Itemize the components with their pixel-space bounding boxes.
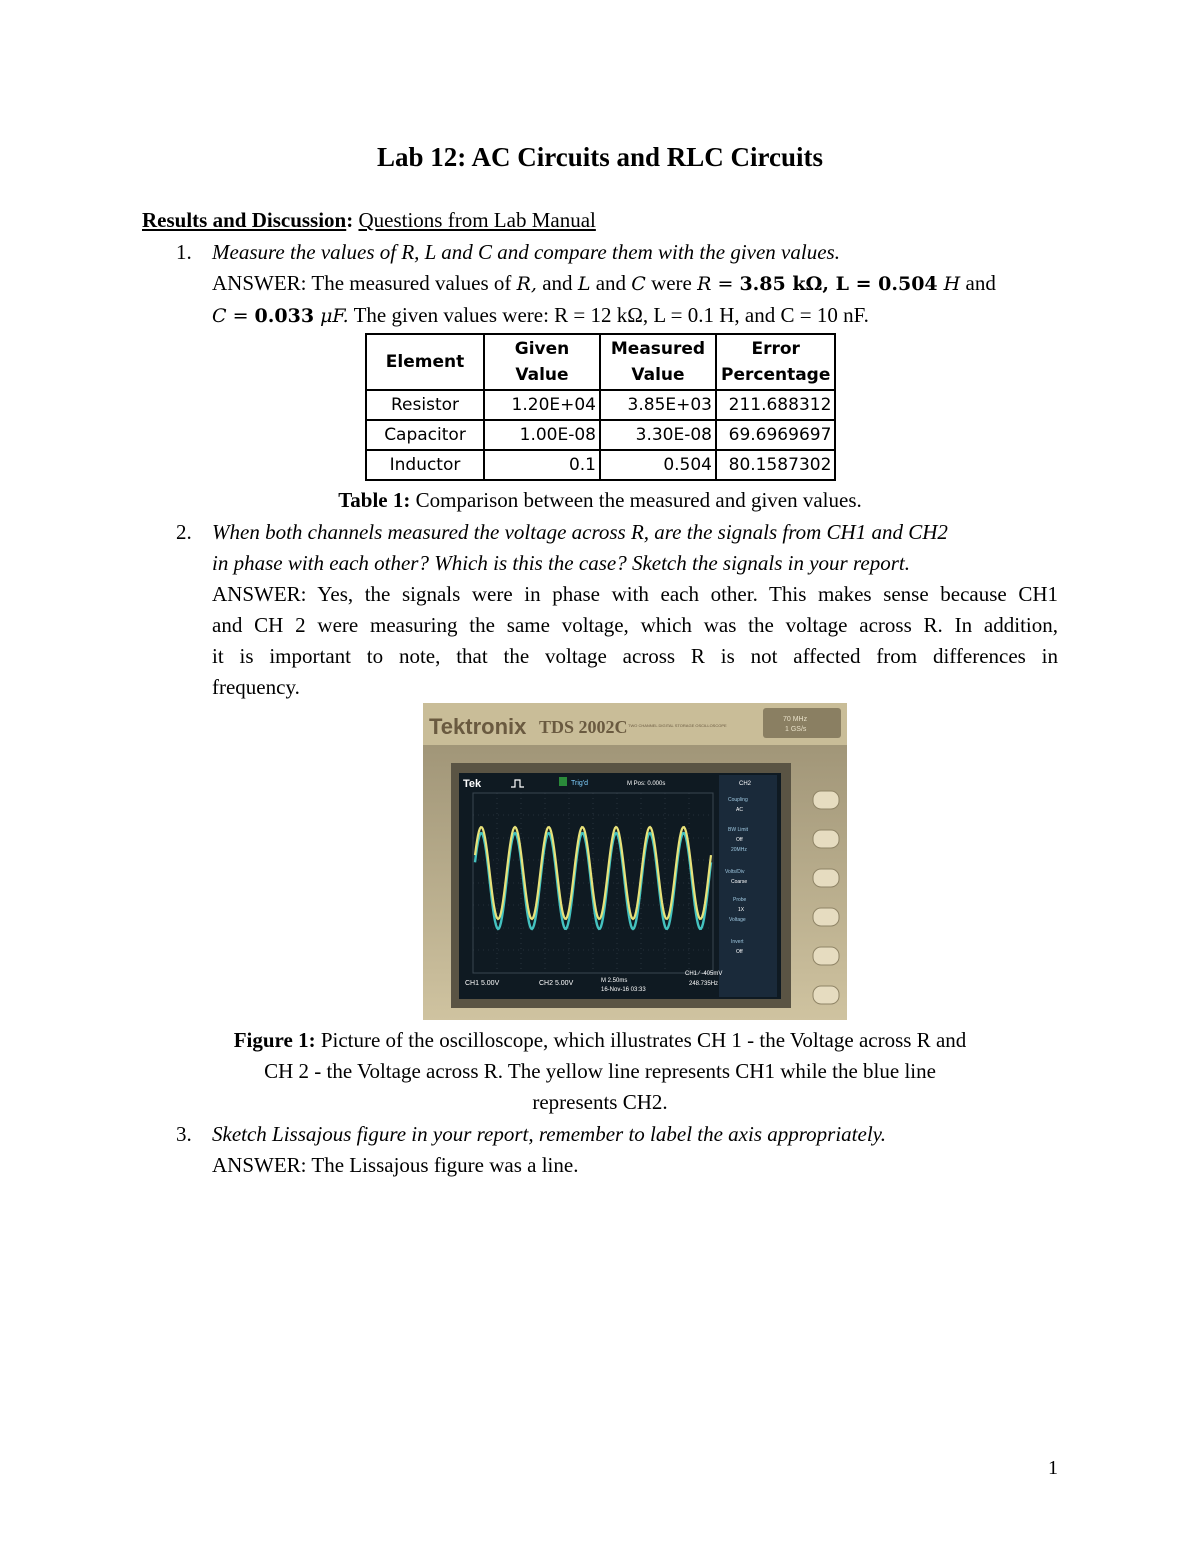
scope-spec-bandwidth: 70 MHz (783, 716, 808, 723)
section-subtitle: Questions from Lab Manual (358, 208, 596, 232)
menu-item: Voltage (729, 917, 746, 923)
q1-c-equation: C = (212, 305, 255, 327)
scope-ch2-scale: CH2 5.00V (539, 980, 574, 987)
table-cell: 0.1 (484, 450, 600, 480)
figure-caption-line1 (0, 1028, 1200, 1053)
table-cell: 0.504 (600, 450, 716, 480)
q1-h-unit: H (937, 273, 961, 295)
q1-c-unit: μF. (314, 305, 349, 327)
scope-frequency: 248.735Hz (689, 981, 719, 987)
scope-side-menu (719, 775, 777, 997)
table-cell: 3.85E+03 (600, 390, 716, 420)
table-cell: 1.00E-08 (484, 420, 600, 450)
table-cell: Capacitor (366, 420, 484, 450)
scope-spec-badge (763, 708, 841, 738)
q3-question: Sketch Lissajous figure in your report, remember to label the axis appropriately. (212, 1122, 887, 1146)
scope-mpos: M Pos: 0.000s (627, 781, 666, 787)
menu-item: Invert (731, 939, 744, 945)
header-text: Value (515, 365, 569, 385)
menu-item: Off (736, 949, 743, 955)
q2-question-line2: in phase with each other? Which is this the case? Sketch the signals in your report. (212, 551, 910, 575)
menu-ch-label: CH2 (739, 781, 752, 787)
menu-item: Volts/Div (725, 869, 745, 875)
page-number: 1 (1048, 1457, 1058, 1479)
document-title: Lab 12: AC Circuits and RLC Circuits (376, 142, 824, 172)
comparison-table (365, 333, 836, 481)
header-text: Given (514, 339, 570, 359)
menu-item: Off (736, 837, 743, 843)
scope-spec-rate: 1 GS/s (785, 726, 807, 733)
q1-number: 1. (176, 240, 192, 264)
scope-trig-status: Trig'd (571, 780, 589, 787)
table-cell: Inductor (366, 450, 484, 480)
figure-caption-label: Figure 1: (233, 1028, 316, 1052)
section-heading (142, 208, 596, 233)
table-row (366, 390, 835, 420)
menu-button-5 (813, 947, 839, 965)
header-text: Element (385, 352, 465, 372)
oscilloscope-photo (423, 703, 847, 1020)
table-cell: 1.20E+04 (484, 390, 600, 420)
scope-model: TDS 2002C (539, 717, 628, 737)
scope-ch1-scale: CH1 5.00V (465, 980, 500, 987)
table-header-given (484, 334, 600, 390)
menu-item: 20MHz (731, 847, 747, 853)
q1-l-symbol: L (577, 273, 591, 295)
scope-timebase: M 2.50ms (601, 978, 628, 984)
menu-button-1 (813, 791, 839, 809)
menu-item: Probe (733, 897, 747, 903)
header-text: Measured (610, 339, 706, 359)
table-row (366, 450, 835, 480)
header-text: Value (631, 365, 685, 385)
menu-button-3 (813, 869, 839, 887)
table-cell: 69.6969697 (716, 420, 835, 450)
scope-model-sub: TWO CHANNEL DIGITAL STORAGE OSCILLOSCOPE (628, 723, 727, 728)
scope-trigger-level: CH1 ⁄ -405mV (685, 971, 723, 977)
menu-item: 1X (738, 907, 745, 913)
table-header-element (366, 334, 484, 390)
q2-answer-line4: frequency. (212, 675, 300, 699)
table-cell: 3.30E-08 (600, 420, 716, 450)
q1-c-value: 0.033 (254, 305, 315, 327)
table-cell: 80.1587302 (716, 450, 835, 480)
table-cell: 211.688312 (716, 390, 835, 420)
table-header-measured (600, 334, 716, 390)
q3-number: 3. (176, 1122, 192, 1146)
q1-answer-line1 (212, 271, 996, 296)
menu-item: Coupling (728, 797, 748, 803)
figure-caption-line3: represents CH2. (532, 1090, 668, 1114)
table-cell: Resistor (366, 390, 484, 420)
table-caption-text: Comparison between the measured and given values. (410, 488, 862, 512)
scope-brand: Tektronix (429, 714, 527, 739)
figure-caption-text: Picture of the oscilloscope, which illustrates CH 1 - the Voltage across R and (315, 1028, 967, 1052)
q1-r-equation: R = (697, 273, 740, 295)
table-header-error (716, 334, 835, 390)
q3-answer: ANSWER: The Lissajous figure was a line. (212, 1153, 579, 1177)
section-heading-colon: : (346, 208, 354, 232)
q1-c-symbol: C (631, 273, 646, 295)
figure-caption-line2: CH 2 - the Voltage across R. The yellow line represents CH1 while the blue line (264, 1059, 936, 1083)
menu-button-2 (813, 830, 839, 848)
q2-answer-line1: ANSWER: Yes, the signals were in phase with each other. This makes sense because CH1 (212, 582, 1058, 606)
table-caption-label: Table 1: (338, 488, 411, 512)
q1-r-symbol: R, (516, 273, 537, 295)
table-caption (0, 488, 1200, 513)
q1-and-2: and (590, 271, 632, 295)
q1-answer-line2 (212, 303, 869, 328)
q1-and: and (536, 271, 578, 295)
q2-number: 2. (176, 520, 192, 544)
menu-item: AC (736, 807, 743, 813)
q1-and-3: and (960, 271, 996, 295)
scope-date: 16-Nov-16 03:33 (601, 987, 646, 993)
header-text: Percentage (721, 365, 831, 385)
menu-button-4 (813, 908, 839, 926)
table-header-row (366, 334, 835, 390)
menu-button-6 (813, 986, 839, 1004)
q1-given-values: The given values were: R = 12 kΩ, L = 0.1 H, and C = 10 nF. (348, 303, 869, 327)
q1-question: Measure the values of R, L and C and compare them with the given values. (212, 240, 840, 264)
q1-were: were (645, 271, 698, 295)
q2-answer-line2: and CH 2 were measuring the same voltage, which was the voltage across R. In addition, (212, 613, 1058, 637)
menu-item: BW Limit (728, 827, 748, 833)
scope-tek-label: Tek (463, 778, 482, 790)
menu-item: Coarse (731, 879, 748, 885)
header-text: Error (751, 339, 800, 359)
q1-r-l-values: 3.85 kΩ, L = 0.504 (739, 273, 938, 295)
q2-question-line1: When both channels measured the voltage across R, are the signals from CH1 and CH2 (212, 520, 948, 544)
trig-indicator-icon (559, 777, 567, 786)
q2-answer-line3: it is important to note, that the voltage across R is not affected from differences in (212, 644, 1058, 668)
section-heading-label: Results and Discussion (142, 208, 347, 232)
table-row (366, 420, 835, 450)
q1-answer-prefix: ANSWER: The measured values of (212, 271, 517, 295)
